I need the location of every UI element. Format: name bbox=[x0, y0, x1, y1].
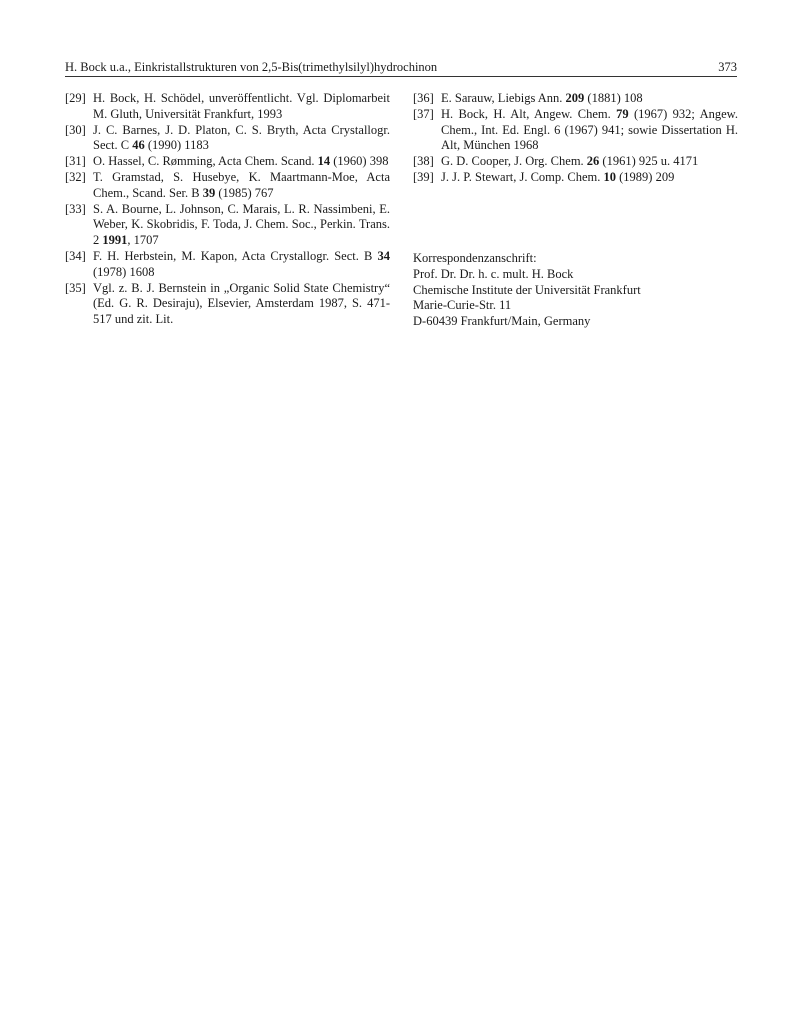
address-heading: Korrespondenzanschrift: bbox=[413, 251, 537, 265]
reference-text-tail: (1967) 932; Angew. Chem., Int. Ed. Engl. 6 (1967) 941; sowie Dissertation H. Alt, München 1968 bbox=[441, 106, 738, 153]
reference-text: T. Gramstad, S. Husebye, K. Maartmann-Moe, Acta Chem., Scand. Ser. B bbox=[93, 169, 390, 200]
reference-number: [38] bbox=[413, 154, 434, 169]
reference-number: [30] bbox=[65, 122, 86, 137]
reference-entry bbox=[65, 91, 390, 123]
reference-text: F. H. Herbstein, M. Kapon, Acta Crystallogr. Sect. B bbox=[93, 248, 378, 263]
reference-text: H. Bock, H. Schödel, unveröffentlicht. Vgl. Diplomarbeit M. Gluth, Universität Frankfurt, 1993 bbox=[93, 91, 390, 121]
correspondence-address bbox=[413, 251, 641, 330]
reference-text-tail: (1985) 767 bbox=[215, 185, 274, 200]
reference-entry bbox=[65, 123, 390, 155]
reference-number: [34] bbox=[65, 248, 86, 263]
reference-volume: 1991 bbox=[102, 233, 128, 248]
reference-text-tail: (1990) 1183 bbox=[144, 138, 209, 153]
reference-volume: 46 bbox=[132, 138, 145, 153]
reference-entry bbox=[413, 91, 738, 107]
references-right-column bbox=[413, 91, 738, 186]
address-institute: Chemische Institute der Universität Frankfurt bbox=[413, 282, 641, 297]
reference-text: G. D. Cooper, J. Org. Chem. bbox=[441, 154, 587, 169]
reference-entry bbox=[65, 154, 390, 170]
reference-text-tail: (1961) 925 u. 4171 bbox=[599, 154, 699, 169]
reference-entry bbox=[65, 202, 390, 249]
reference-number: [37] bbox=[413, 106, 434, 121]
reference-text-tail: , 1707 bbox=[127, 233, 159, 248]
reference-number: [36] bbox=[413, 91, 434, 105]
reference-volume: 26 bbox=[586, 154, 600, 169]
reference-number: [31] bbox=[65, 154, 86, 169]
reference-text: S. A. Bourne, L. Johnson, C. Marais, L. R. Nassimbeni, E. Weber, K. Skobridis, F. Toda, J. Chem. Soc., Perkin. Trans. 2 bbox=[93, 201, 390, 248]
address-street: Marie-Curie-Str. 11 bbox=[413, 298, 512, 313]
reference-text-tail: (1978) 1608 bbox=[93, 264, 155, 279]
reference-volume: 14 bbox=[317, 154, 331, 169]
reference-entry bbox=[65, 249, 390, 281]
reference-text: J. J. P. Stewart, J. Comp. Chem. bbox=[441, 169, 604, 184]
reference-volume: 79 bbox=[616, 106, 629, 121]
reference-entry bbox=[413, 170, 738, 186]
reference-volume: 39 bbox=[202, 185, 216, 200]
reference-number: [33] bbox=[65, 201, 86, 216]
reference-text: Vgl. z. B. J. Bernstein in „Organic Solid State Chemistry“ (Ed. G. R. Desiraju), Elsevier, Amsterdam 1987, S. 471-517 und zit. Lit. bbox=[93, 280, 390, 327]
address-name: Prof. Dr. Dr. h. c. mult. H. Bock bbox=[413, 266, 574, 281]
reference-text-tail: (1989) 209 bbox=[616, 169, 675, 184]
reference-text: H. Bock, H. Alt, Angew. Chem. bbox=[441, 106, 617, 121]
reference-entry bbox=[413, 107, 738, 154]
reference-text: E. Sarauw, Liebigs Ann. bbox=[441, 91, 566, 105]
reference-volume: 10 bbox=[603, 169, 617, 184]
running-title: H. Bock u.a., Einkristallstrukturen von 2,5-Bis(trimethylsilyl)hydrochinon bbox=[65, 60, 438, 74]
reference-volume: 209 bbox=[565, 91, 585, 105]
reference-number: [32] bbox=[65, 169, 86, 184]
reference-volume: 34 bbox=[377, 248, 390, 263]
reference-number: [35] bbox=[65, 280, 86, 295]
address-city: D-60439 Frankfurt/Main, Germany bbox=[413, 314, 591, 329]
reference-entry bbox=[413, 154, 738, 170]
reference-text-tail: (1960) 398 bbox=[330, 154, 389, 169]
reference-text-tail: (1881) 108 bbox=[584, 91, 643, 105]
reference-number: [39] bbox=[413, 169, 434, 184]
references-left-column bbox=[65, 91, 390, 328]
reference-entry bbox=[65, 170, 390, 202]
reference-text: J. C. Barnes, J. D. Platon, C. S. Bryth, Acta Crystallogr. Sect. C bbox=[93, 122, 390, 153]
reference-entry bbox=[65, 281, 390, 328]
running-header bbox=[65, 58, 737, 77]
page-number: 373 bbox=[718, 60, 737, 74]
reference-number: [29] bbox=[65, 91, 86, 105]
reference-text: O. Hassel, C. Rømming, Acta Chem. Scand. bbox=[93, 154, 318, 169]
